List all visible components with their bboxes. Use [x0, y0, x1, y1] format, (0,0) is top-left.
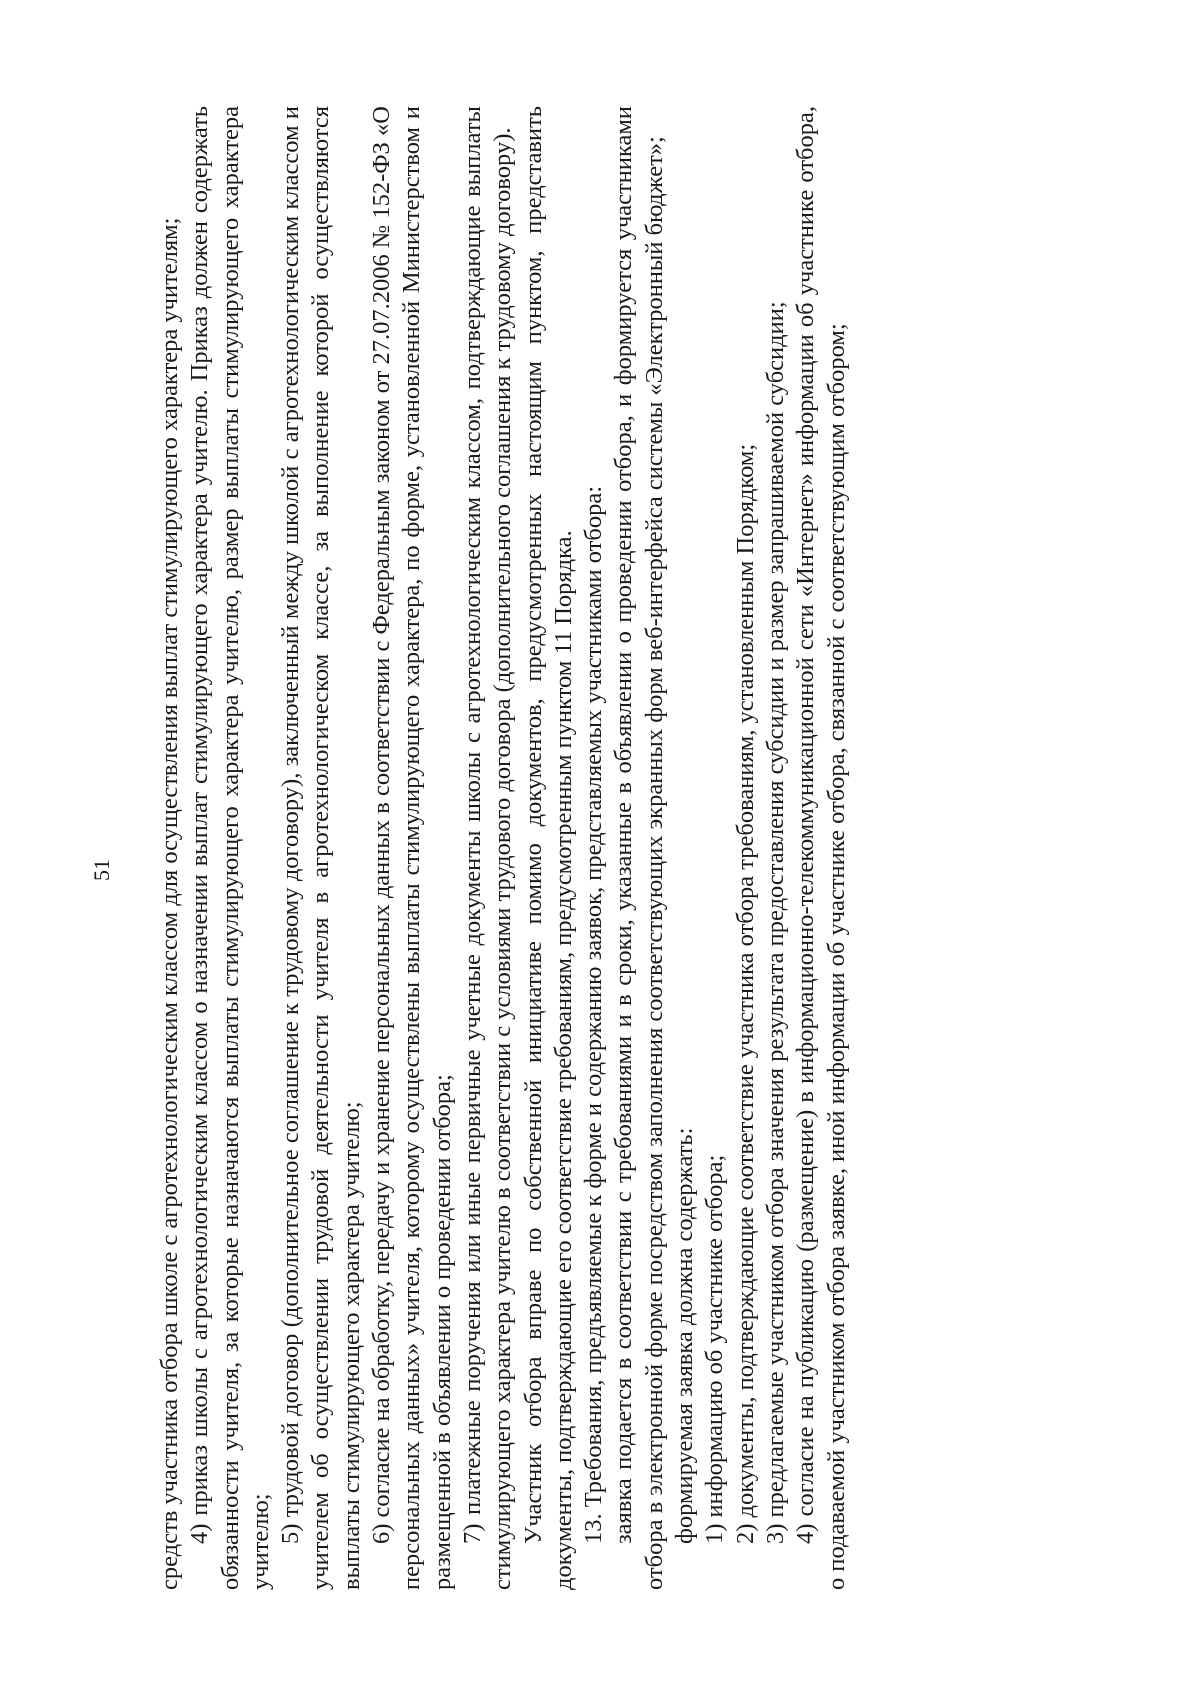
- list-item: 2) документы, подтверждающие соответствие участника отбора требованиям, установленным Порядком;: [731, 443, 759, 1544]
- paragraph: 13. Требования, предъявляемые к форме и содержанию заявок, представляемых участниками отбора:: [580, 486, 608, 1544]
- paragraph: 4) приказ школы с агротехнологическим классом о назначении выплат стимулирующего характера учителю. Приказ должен содержать обязанности учителя, за которые назначаются выплаты стимулирующего характера учителю, размер выплаты стимулирующего характера учителю;: [186, 106, 274, 1590]
- rotated-text-block: [89, 88, 1045, 1608]
- paragraph: 7) платежные поручения или иные первичные учетные документы школы с агротехнологическим классом, подтверждающие выплаты стимулирующего характера учителю в соответствии с условиями трудового договора (дополнительного соглашения к трудовому договору).: [458, 106, 517, 1590]
- list-item: 4) согласие на публикацию (размещение) в информационно-телекоммуникационной сети «Интернет» информации об участнике отбора, о подаваемой участником отбора заявке, иной информации об участнике отбора, связанной с соответствующим отбором;: [792, 106, 850, 1590]
- paragraph: 6) согласие на обработку, передачу и хранение персональных данных в соответствии с Федеральным законом от 27.07.2006 № 152-ФЗ «О персональных данных» учителя, которому осуществлены выплаты стимулирующего характера, по форме, установленной Министерством и размещенной в объявлении о проведении отбора;: [368, 106, 456, 1590]
- list-item: 3) предлагаемые участником отбора значения результата предоставления субсидии и размер запрашиваемой субсидии;: [761, 301, 789, 1544]
- paragraph: Участник отбора вправе по собственной инициативе помимо документов, предусмотренных настоящим пунктом, представить документы, подтверждающие его соответствие требованиям, предусмотренным пунктом 11 Порядка.: [519, 106, 577, 1590]
- list-item: 1) информацию об участнике отбора;: [701, 1154, 729, 1544]
- paragraph: заявка подается в соответствии с требованиями и в сроки, указанные в объявлении о проведении отбора, и формируется участниками отбора в электронной форме посредством заполнения соответствующих экранных форм веб-интерфейса системы «Электронный бюджет»;: [610, 106, 668, 1590]
- paragraph: формируемая заявка должна содержать:: [671, 1127, 699, 1544]
- paragraph: средств участника отбора школе с агротехнологическим классом для осуществления выплат стимулирующего характера учителям;: [156, 217, 183, 1590]
- page-number: 51: [89, 859, 114, 881]
- document-body: [155, 88, 1045, 1608]
- paragraph: 5) трудовой договор (дополнительное соглашение к трудовому договору), заключенный между школой с агротехнологическим классом и учителем об осуществлении трудовой деятельности учителя в агротехнологическом классе, за выполнение которой осуществляются выплаты стимулирующего характера учителю;: [277, 106, 365, 1590]
